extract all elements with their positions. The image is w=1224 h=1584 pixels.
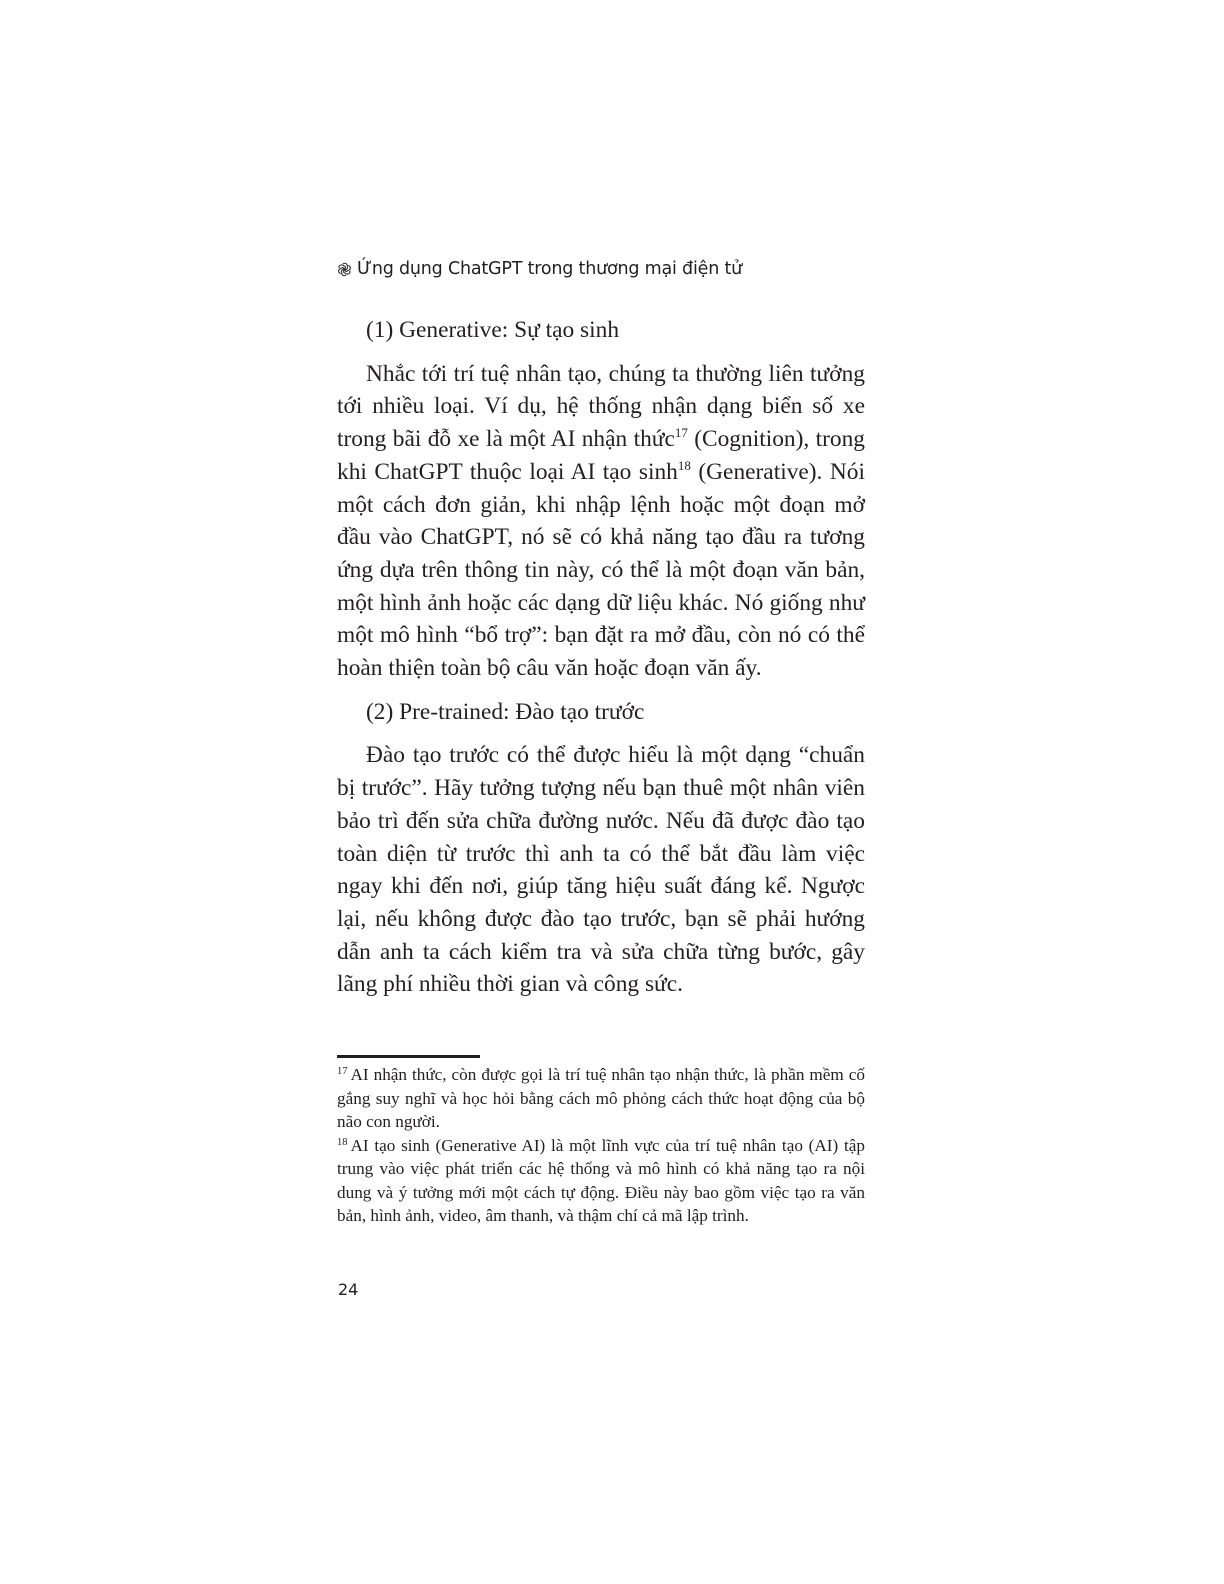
paragraph-text: (Generative). Nói một cách đơn giản, khi nhập lệnh hoặc một đoạn mở đầu vào ChatGPT, nó sẽ có khả năng tạo đầu ra tương ứng dựa trên thông tin này, có thể là một đoạn văn bản, một hình ảnh hoặc các dạng dữ liệu khác. Nó giống như một mô hình “bổ trợ”: bạn đặt ra mở đầu, còn nó có thể hoàn thiện toàn bộ câu văn hoặc đoạn văn ấy. xyxy=(337,458,865,682)
running-header-title: Ứng dụng ChatGPT trong thương mại điện tử xyxy=(357,259,742,279)
paragraph-text: Nhắc tới trí tuệ nhân tạo, chúng ta thường liên tưởng tới nhiều loại. Ví dụ, hệ thống nhận dạng biển số xe trong bãi đỗ xe là một AI nhận thức xyxy=(337,360,865,453)
footnote-text: AI tạo sinh (Generative AI) là một lĩnh vực của trí tuệ nhân tạo (AI) tập trung vào việc phát triển các hệ thống và mô hình có khả năng tạo ra nội dung và ý tưởng mới một cách tự động. Điều này bao gồm việc tạo ra văn bản, hình ảnh, video, âm thanh, và thậm chí cả mã lập trình. xyxy=(337,1135,865,1225)
footnote-divider xyxy=(337,1055,480,1058)
section-heading-pretrained: (2) Pre-trained: Đào tạo trước xyxy=(366,698,645,725)
openai-knot-icon xyxy=(337,262,352,277)
paragraph-pretrained: Đào tạo trước có thể được hiểu là một dạng “chuẩn bị trước”. Hãy tưởng tượng nếu bạn thuê một nhân viên bảo trì đến sửa chữa đường nước. Nếu đã được đào tạo toàn diện từ trước thì anh ta có thể bắt đầu làm việc ngay khi đến nơi, giúp tăng hiệu suất đáng kể. Ngược lại, nếu không được đào tạo trước, bạn sẽ phải hướng dẫn anh ta cách kiểm tra và sửa chữa từng bước, gây lãng phí nhiều thời gian và công sức. xyxy=(337,742,865,998)
paragraph-text: (Cognition), trong khi ChatGPT thuộc loại AI tạo sinh xyxy=(337,426,865,485)
page-number: 24 xyxy=(338,1280,359,1299)
footnote-18 xyxy=(337,1134,865,1228)
footnotes xyxy=(337,1063,865,1228)
body-text xyxy=(337,314,865,1012)
paragraph-generative xyxy=(337,358,865,685)
running-header xyxy=(337,259,937,279)
section-heading-generative: (1) Generative: Sự tạo sinh xyxy=(366,317,620,343)
footnote-ref-17[interactable]: 17 xyxy=(674,425,688,441)
footnote-number: 17 xyxy=(337,1066,348,1077)
footnote-17 xyxy=(337,1063,865,1134)
footnote-number: 18 xyxy=(337,1136,348,1148)
footnote-ref-18[interactable]: 18 xyxy=(677,457,691,473)
footnote-text: AI nhận thức, còn được gọi là trí tuệ nhân tạo nhận thức, là phần mềm cố gắng suy nghĩ và học hỏi bằng cách mô phỏng cách thức hoạt động của bộ não con người. xyxy=(337,1065,865,1131)
